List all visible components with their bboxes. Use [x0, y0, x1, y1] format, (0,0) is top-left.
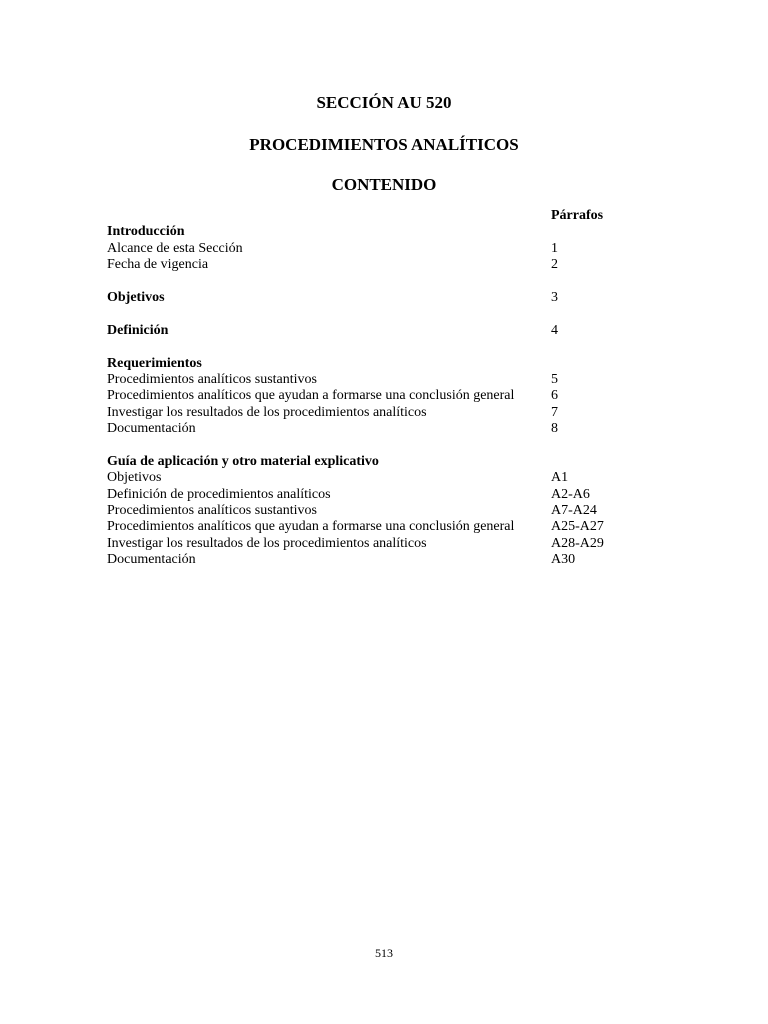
toc-heading-label: Definición [107, 322, 169, 338]
toc-heading-ref: 4 [551, 322, 558, 338]
toc-heading-ref [551, 454, 627, 470]
toc-entry-ref: 6 [551, 388, 558, 404]
toc-entry-label: Documentación [107, 421, 196, 437]
toc-entry [107, 552, 627, 568]
toc-heading-label: Introducción [107, 224, 185, 240]
toc-entry-label: Procedimientos analíticos sustantivos [107, 371, 317, 387]
toc-heading-label: Objetivos [107, 289, 165, 305]
group-spacer [107, 339, 627, 355]
toc-entry [107, 519, 627, 535]
group-spacer [107, 274, 627, 290]
toc-entry-label: Investigar los resultados de los procedimientos analíticos [107, 535, 427, 551]
toc-entry [107, 257, 627, 273]
toc-group-heading [107, 290, 627, 306]
toc-entry-ref: 5 [551, 371, 558, 387]
toc-entry-ref: 8 [551, 421, 558, 437]
toc-heading-ref [551, 224, 627, 240]
toc-entry-ref: 2 [551, 257, 558, 273]
toc-entry-ref: A1 [551, 470, 569, 486]
toc-entry-ref: A25-A27 [551, 519, 604, 535]
document-subject: PROCEDIMIENTOS ANALÍTICOS [249, 135, 519, 154]
toc-entry-label: Procedimientos analíticos sustantivos [107, 503, 317, 519]
toc-entry-label: Definición de procedimientos analíticos [107, 486, 331, 502]
toc-group-heading [107, 454, 627, 470]
toc-entry-label: Procedimientos analíticos que ayudan a formarse una conclusión general [107, 519, 515, 535]
toc-entry [107, 372, 627, 388]
toc-group-heading [107, 356, 627, 372]
toc-entry [107, 241, 627, 257]
toc-heading-label: Requerimientos [107, 355, 202, 371]
toc-entry-ref: 7 [551, 404, 558, 420]
toc-entry [107, 405, 627, 421]
page-number: 513 [375, 946, 393, 960]
toc-group-heading [107, 323, 627, 339]
toc-entry [107, 503, 627, 519]
toc-entry-label: Objetivos [107, 470, 162, 486]
toc-entry-ref: A30 [551, 552, 576, 568]
toc-entry [107, 470, 627, 486]
toc-group-heading [107, 224, 627, 240]
toc-entry [107, 388, 627, 404]
toc-entry [107, 536, 627, 552]
group-spacer [107, 306, 627, 322]
contents-heading: CONTENIDO [331, 175, 437, 194]
toc-entry [107, 487, 627, 503]
toc-heading-ref [551, 356, 627, 372]
table-of-contents [107, 208, 627, 569]
section-title: SECCIÓN AU 520 [316, 93, 452, 112]
toc-heading-ref: 3 [551, 289, 558, 305]
toc-entry-label: Documentación [107, 552, 196, 568]
toc-entry-ref: A28-A29 [551, 535, 604, 551]
group-spacer [107, 437, 627, 453]
toc-entry-ref: A7-A24 [551, 503, 597, 519]
toc-entry-ref: 1 [551, 240, 558, 256]
toc-heading-label: Guía de aplicación y otro material explicativo [107, 453, 379, 469]
toc-entry [107, 421, 627, 437]
toc-entry-label: Fecha de vigencia [107, 257, 209, 273]
toc-entry-label: Investigar los resultados de los procedimientos analíticos [107, 404, 427, 420]
toc-entry-label: Alcance de esta Sección [107, 240, 243, 256]
toc-entry-ref: A2-A6 [551, 486, 590, 502]
paragraphs-column-header: Párrafos [551, 208, 604, 223]
toc-entry-label: Procedimientos analíticos que ayudan a formarse una conclusión general [107, 388, 515, 404]
